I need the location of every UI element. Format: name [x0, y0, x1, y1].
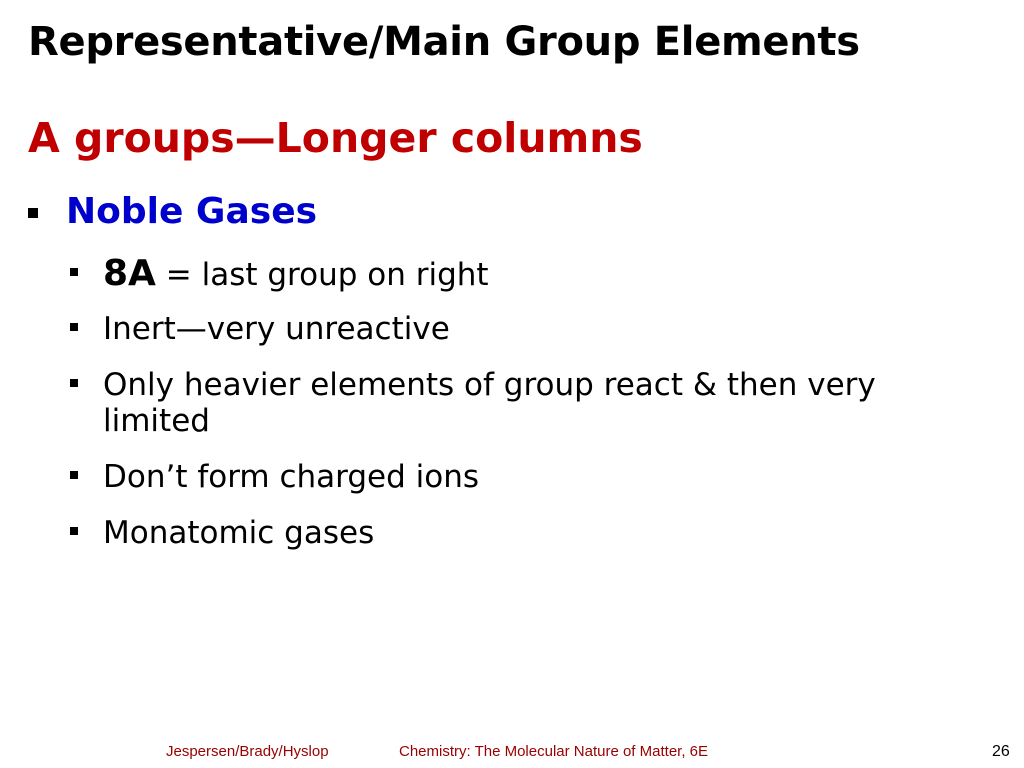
square-bullet-icon: [70, 323, 78, 331]
list-item: [68, 367, 968, 439]
footer-book-title: Chemistry: The Molecular Nature of Matter, 6E: [399, 743, 709, 760]
square-bullet-icon: [28, 208, 38, 218]
square-bullet-icon: [70, 268, 78, 276]
slide-title: Representative/Main Group Elements: [28, 19, 860, 65]
bullet-noble-gases: [28, 190, 317, 233]
sub-bullet-list: [68, 253, 968, 571]
list-item: [68, 311, 968, 347]
footer-authors: Jespersen/Brady/Hyslop: [166, 743, 329, 760]
item-text: Don’t form charged ions: [103, 459, 480, 495]
square-bullet-icon: [70, 471, 78, 479]
item-text: Only heavier elements of group react & then very limited: [103, 367, 876, 439]
slide-subtitle: A groups—Longer columns: [28, 114, 643, 162]
square-bullet-icon: [70, 379, 78, 387]
page-number: 26: [992, 743, 1010, 760]
list-item: [68, 253, 968, 294]
list-item: [68, 459, 968, 495]
item-text: = last group on right: [155, 257, 489, 293]
item-text: Monatomic gases: [103, 515, 375, 551]
bullet-label: Noble Gases: [66, 191, 318, 232]
item-text: Inert—very unreactive: [103, 311, 450, 347]
square-bullet-icon: [70, 527, 78, 535]
list-item: [68, 515, 968, 551]
group-label: 8A: [103, 253, 156, 294]
